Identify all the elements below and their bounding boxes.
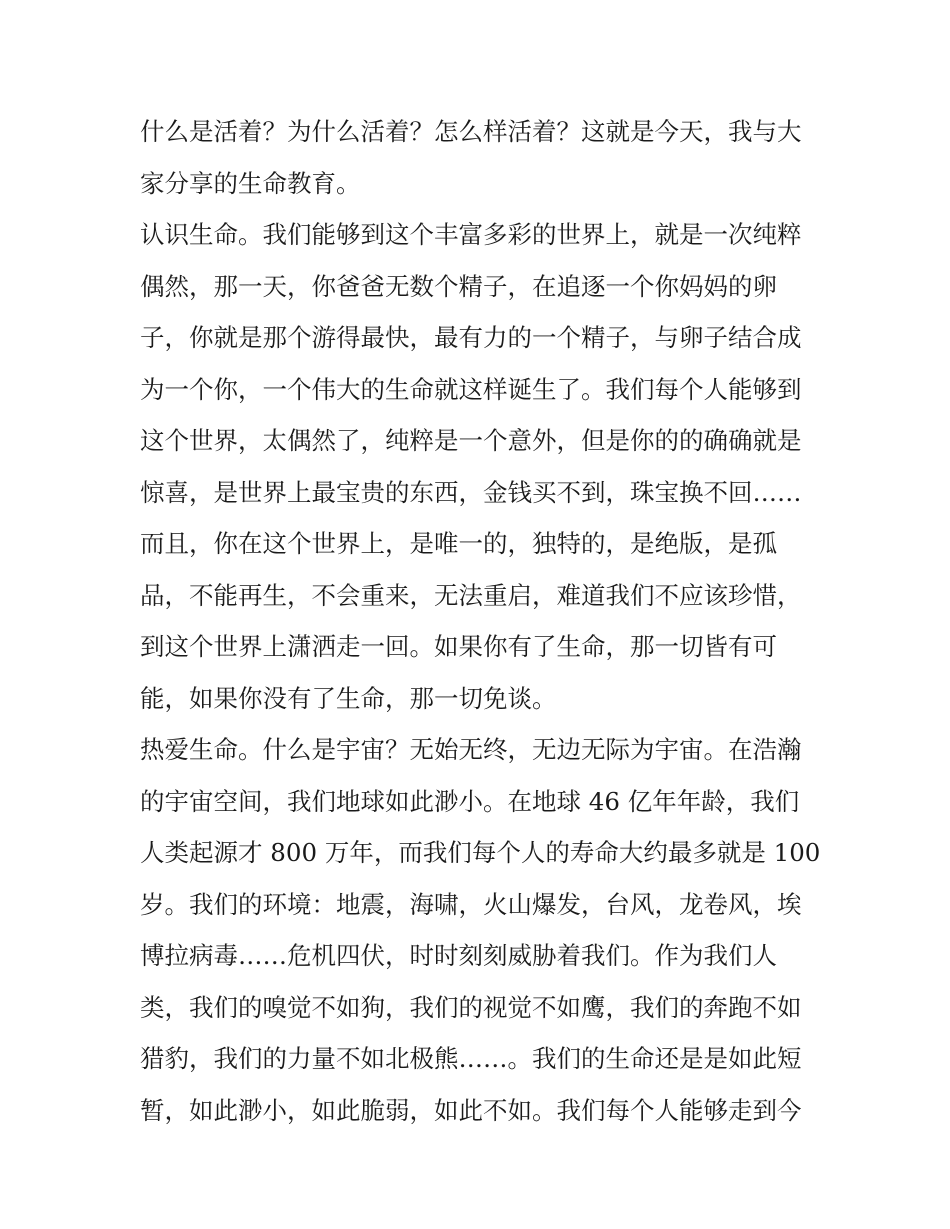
text-line: 热爱生命。什么是宇宙？无始无终，无边无际为宇宙。在浩瀚 xyxy=(140,735,802,764)
text-line: 认识生命。我们能够到这个丰富多彩的世界上，就是一次纯粹 xyxy=(140,220,802,249)
text-line: 暂，如此渺小，如此脆弱，如此不如。我们每个人能够走到今 xyxy=(140,1095,802,1125)
text-line: 到这个世界上潇洒走一回。如果你有了生命，那一切皆有可 xyxy=(140,632,777,661)
text-line: 惊喜，是世界上最宝贵的东西，金钱买不到，珠宝换不回…… xyxy=(140,477,802,507)
text-line: 子，你就是那个游得最快，最有力的一个精子，与卵子结合成 xyxy=(140,323,802,352)
text-line: 猎豹，我们的力量不如北极熊……。我们的生命还是是如此短 xyxy=(140,1044,802,1073)
text-line: 家分享的生命教育。 xyxy=(140,168,361,198)
text-line: 为一个你，一个伟大的生命就这样诞生了。我们每个人能够到 xyxy=(140,374,802,404)
text-line: 这个世界，太偶然了，纯粹是一个意外，但是你的的确确就是 xyxy=(140,426,802,455)
text-line: 能，如果你没有了生命，那一切免谈。 xyxy=(140,683,557,713)
text-line: 的宇宙空间，我们地球如此渺小。在地球 46 亿年年龄，我们 xyxy=(140,786,800,816)
text-line: 偶然，那一天，你爸爸无数个精子，在追逐一个你妈妈的卵 xyxy=(140,271,777,301)
text-line: 而且，你在这个世界上，是唯一的，独特的，是绝版，是孤 xyxy=(140,529,777,558)
text-line: 博拉病毒……危机四伏，时时刻刻威胁着我们。作为我们人 xyxy=(140,941,777,970)
text-line: 品，不能再生，不会重来，无法重启，难道我们不应该珍惜， xyxy=(140,580,802,610)
text-line: 岁。我们的环境：地震，海啸，火山爆发，台风，龙卷风，埃 xyxy=(140,889,802,919)
text-line: 什么是活着？为什么活着？怎么样活着？这就是今天，我与大 xyxy=(140,117,802,146)
text-line: 类，我们的嗅觉不如狗，我们的视觉不如鹰，我们的奔跑不如 xyxy=(140,992,802,1022)
text-line: 人类起源才 800 万年，而我们每个人的寿命大约最多就是 100 xyxy=(140,838,821,867)
document-body xyxy=(140,106,820,1136)
